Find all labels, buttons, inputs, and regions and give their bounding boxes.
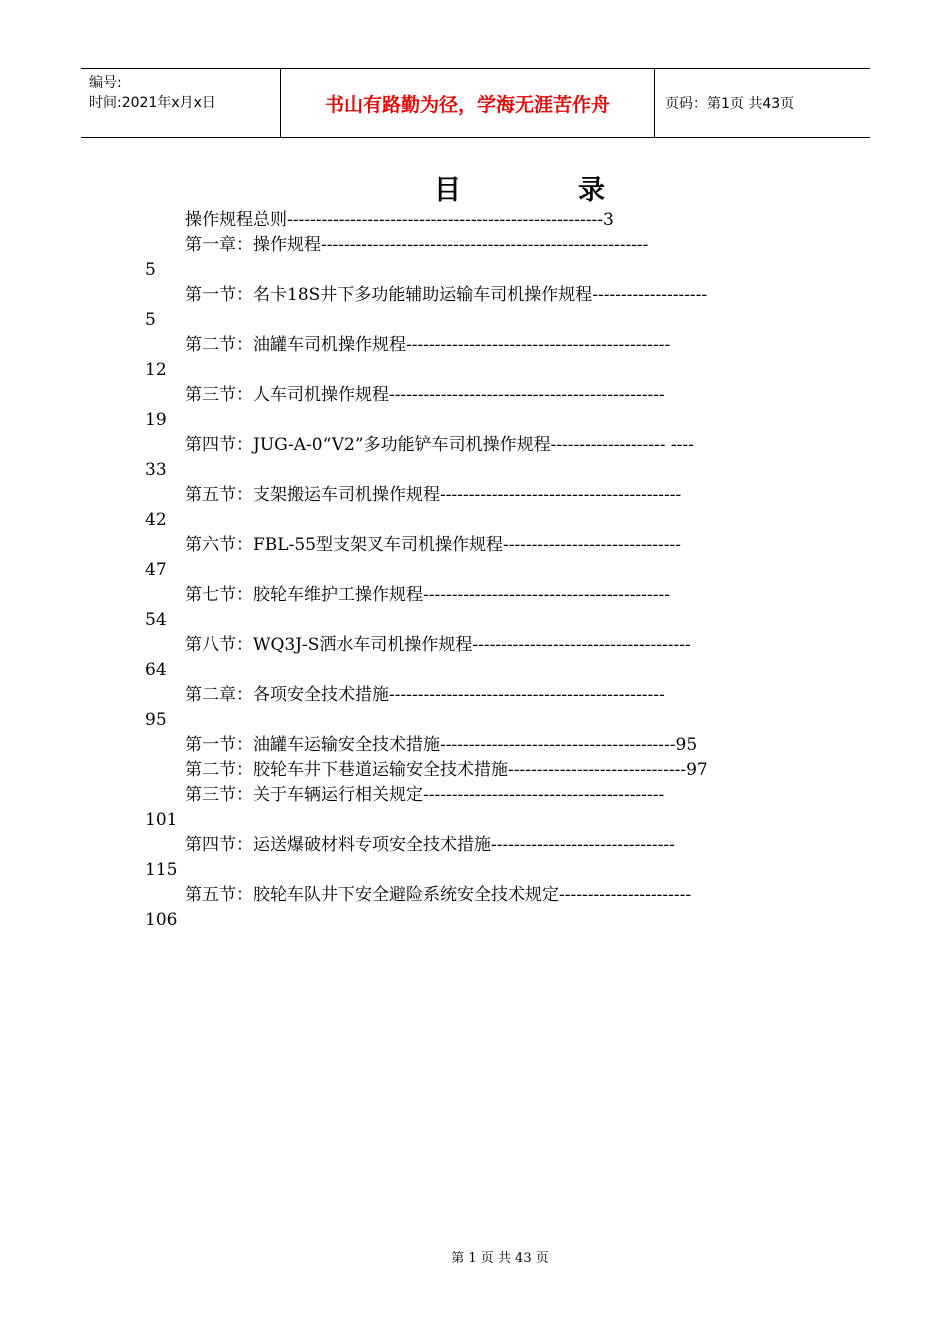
toc-entry[interactable] [145, 758, 845, 783]
toc-entry-leader: -------------------- [592, 285, 708, 305]
toc-entry[interactable] [145, 683, 845, 733]
toc-entry[interactable] [145, 733, 845, 758]
toc-entry-leader: ------------------------------------------ [423, 785, 665, 805]
toc-entry-title: 第八节：WQ3J-S洒水车司机操作规程 [185, 635, 473, 655]
toc-entry-page: 42 [145, 510, 167, 530]
toc-title-char-1: 目 [434, 175, 463, 206]
toc-entry-page: 54 [145, 610, 167, 630]
toc-entry-line [145, 283, 840, 308]
toc-entry-title: 第四节：运送爆破材料专项安全技术措施 [185, 835, 491, 855]
toc-entry-page-line [145, 608, 845, 633]
toc-entry-page-line [145, 858, 845, 883]
toc-entry-title: 第一章：操作规程 [185, 235, 321, 255]
toc-entry-title: 第三节：关于车辆运行相关规定 [185, 785, 423, 805]
toc-entry-leader: ------------------------------------------------ [389, 685, 665, 705]
toc-entry-line [145, 383, 840, 408]
toc-entry-leader: -------------------- ---- [550, 435, 694, 455]
date-label: 时间:2021年x月x日 [89, 95, 216, 111]
toc-entry-leader: ----------------------- [559, 885, 692, 905]
toc-entry-title: 第二节：油罐车司机操作规程 [185, 335, 406, 355]
toc-entry-line [145, 533, 840, 558]
toc-entry[interactable] [145, 883, 845, 933]
toc-entry-page: 95 [145, 710, 167, 730]
toc-entry-page: 47 [145, 560, 167, 580]
toc-entry-leader: ------------------------------- [508, 760, 687, 780]
toc-entry-page-line [145, 558, 845, 583]
toc-entry-title: 第二节：胶轮车井下巷道运输安全技术措施 [185, 760, 508, 780]
toc-entry-title: 第二章：各项安全技术措施 [185, 685, 389, 705]
toc-entry-page: 97 [686, 760, 708, 780]
toc-entry-page: 12 [145, 360, 167, 380]
toc-entry-leader: ------------------------------- [502, 535, 682, 555]
toc-entry-page-line [145, 308, 845, 333]
toc-entry[interactable] [145, 383, 845, 433]
toc-entry[interactable] [145, 233, 845, 283]
toc-entry-line [145, 208, 877, 233]
toc-entry[interactable] [145, 833, 845, 883]
toc-entry-page: 101 [145, 810, 178, 830]
toc-entry-page-line [145, 658, 845, 683]
toc-entry-line [145, 783, 840, 808]
toc-entry-page: 95 [675, 735, 698, 755]
toc-entry-page: 5 [145, 310, 156, 330]
toc-entry[interactable] [145, 633, 845, 683]
toc-entry-leader: --------------------------------------------------------- [321, 235, 649, 255]
toc-entry-page-line [145, 358, 845, 383]
toc-entry-page-line [145, 808, 845, 833]
toc-entry-page: 115 [145, 860, 178, 880]
toc-entry-title: 第三节：人车司机操作规程 [185, 385, 389, 405]
number-label: 编号: [89, 75, 122, 91]
toc-entry-leader: ------------------------------------------- [423, 585, 670, 605]
toc-entry-page-line [145, 508, 845, 533]
toc-entry[interactable] [145, 208, 845, 233]
toc-entry-title: 第四节：JUG-A-0“V2”多功能铲车司机操作规程 [185, 435, 551, 455]
toc-entry-title: 第五节：支架搬运车司机操作规程 [185, 485, 440, 505]
toc-entry[interactable] [145, 483, 845, 533]
page-header [81, 68, 870, 138]
toc-entry-leader: ------------------------------------------------------- [287, 210, 603, 230]
toc-entry-leader: ------------------------------------------------ [389, 385, 665, 405]
toc-entry-title: 第一节：名卡18S井下多功能辅助运输车司机操作规程 [185, 285, 593, 305]
table-of-contents [145, 208, 845, 933]
toc-entry-page: 5 [145, 260, 156, 280]
header-motto: 书山有路勤为径，学海无涯苦作舟 [281, 69, 655, 137]
header-page-info: 页码：第1页 共43页 [665, 96, 795, 112]
toc-entry-line [145, 883, 840, 908]
toc-entry[interactable] [145, 533, 845, 583]
toc-entry-line [145, 483, 840, 508]
toc-entry[interactable] [145, 433, 845, 483]
toc-entry-line [145, 333, 840, 358]
toc-entry-page: 3 [602, 210, 614, 230]
toc-entry-page-line [145, 458, 845, 483]
toc-entry-line [145, 733, 877, 758]
toc-entry-title: 第五节：胶轮车队井下安全避险系统安全技术规定 [185, 885, 559, 905]
toc-entry-page: 33 [145, 460, 167, 480]
page-footer: 第 1 页 共 43 页 [451, 1251, 549, 1266]
toc-entry-leader: -------------------------------- [491, 835, 675, 855]
toc-entry-leader: ------------------------------------------ [440, 485, 682, 505]
toc-title-char-2: 录 [578, 175, 607, 206]
toc-entry-title: 第一节：油罐车运输安全技术措施 [185, 735, 440, 755]
toc-entry-page-line [145, 908, 845, 933]
toc-entry-page-line [145, 408, 845, 433]
toc-entry-leader: ----------------------------------------- [440, 735, 676, 755]
toc-entry-title: 第七节：胶轮车维护工操作规程 [185, 585, 423, 605]
toc-entry-line [145, 633, 840, 658]
toc-entry-line [145, 758, 877, 783]
toc-entry-leader: ---------------------------------------------- [406, 335, 671, 355]
toc-entry-title: 操作规程总则 [185, 210, 287, 230]
toc-entry-page: 64 [145, 660, 167, 680]
toc-entry-line [145, 233, 840, 258]
toc-entry-line [145, 833, 840, 858]
toc-entry-page: 19 [145, 410, 167, 430]
toc-entry[interactable] [145, 283, 845, 333]
toc-entry-page-line [145, 708, 845, 733]
toc-entry-line [145, 583, 840, 608]
toc-entry-page-line [145, 258, 845, 283]
toc-entry-leader: -------------------------------------- [472, 635, 691, 655]
toc-entry-page: 106 [145, 910, 178, 930]
toc-entry-line [145, 433, 840, 458]
toc-entry-title: 第六节：FBL-55型支架叉车司机操作规程 [185, 535, 503, 555]
toc-entry[interactable] [145, 583, 845, 633]
toc-entry-line [145, 683, 840, 708]
header-meta [81, 69, 281, 137]
toc-entry[interactable] [145, 783, 845, 833]
toc-entry[interactable] [145, 333, 845, 383]
